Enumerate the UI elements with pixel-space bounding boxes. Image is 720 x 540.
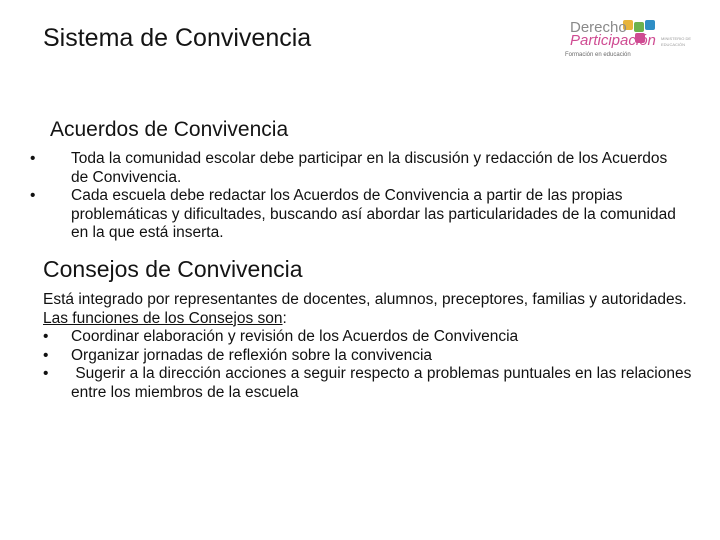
functions-colon: : [282,309,287,327]
bullet-icon: • [43,328,49,345]
functions-label: Las funciones de los Consejos son [43,309,283,327]
list-item-text: Toda la comunidad escolar debe participar en la discusión y redacción de los Acuerdos de Convivencia. [71,150,668,186]
list-item-text: Sugerir a la dirección acciones a seguir respecto a problemas puntuales en las relaciones entre los miembros de la escuela [71,365,696,401]
functions-list [43,328,703,402]
list-item [27,187,687,243]
councils-section [43,291,703,402]
list-item-text: Cada escuela debe redactar los Acuerdos de Convivencia a partir de las propias problemáticas y dificultades, buscando así abordar las particularidades de la comunidad en la que está inserta. [71,187,676,241]
bullet-icon: • [30,187,36,204]
list-item [43,365,703,402]
councils-heading: Consejos de Convivencia [43,256,303,282]
slide-title: Sistema de Convivencia [43,24,312,52]
bullet-icon: • [43,346,49,364]
functions-label-line [43,310,703,329]
bullet-icon: • [43,365,49,382]
list-item [27,150,687,187]
derecho-participacion-logo [565,18,705,73]
logo-tagline: Formación en educación [565,52,631,58]
logo-side-text: MINISTERIO DE EDUCACIÓN [661,36,692,47]
list-item [43,347,703,366]
agreements-list [27,150,687,243]
agreements-heading: Acuerdos de Convivencia [50,118,289,141]
logo-word-participacion: Participación [570,32,656,49]
list-item-text: Organizar jornadas de reflexión sobre la convivencia [71,346,433,364]
logo-word-derecho: Derecho [570,19,627,36]
bullet-icon: • [30,150,36,167]
list-item [43,328,703,347]
list-item-text: Coordinar elaboración y revisión de los Acuerdos de Convivencia [71,328,519,345]
councils-intro: Está integrado por representantes de docentes, alumnos, preceptores, familias y autoridades. [43,291,687,308]
